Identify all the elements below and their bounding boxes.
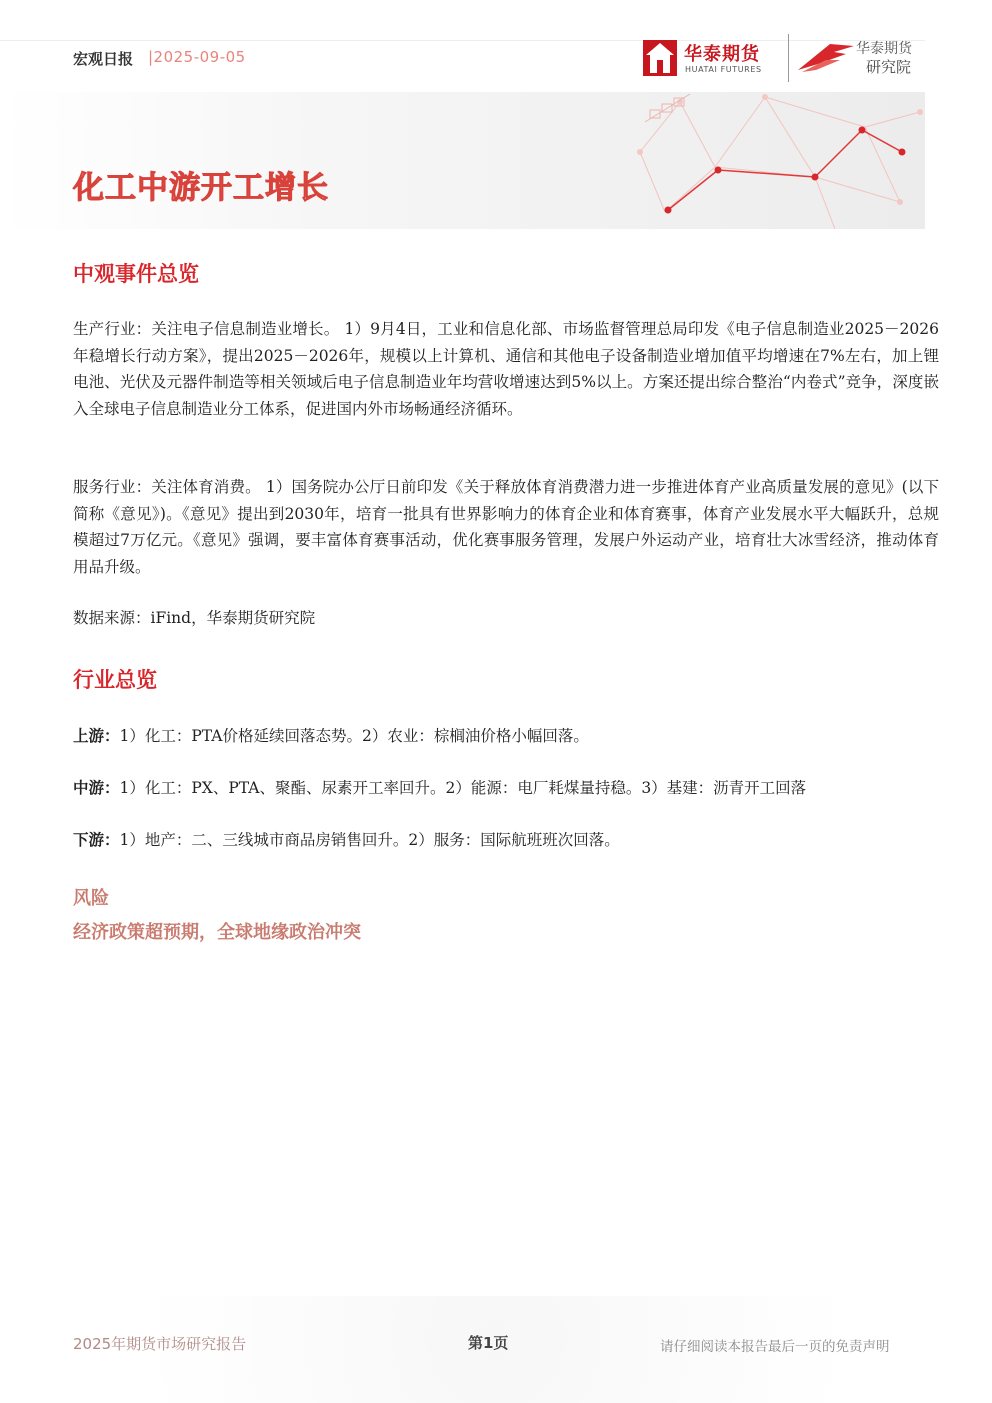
midstream-text: 1）化工：PX、PTA、聚酯、尿素开工率回升。2）能源：电厂耗煤量持稳。3）基建：沥青开工回落 bbox=[119, 779, 807, 797]
report-date: |2025-09-05 bbox=[148, 48, 246, 66]
risk-text: 经济政策超预期，全球地缘政治冲突 bbox=[73, 922, 361, 943]
upstream-line bbox=[73, 724, 589, 746]
risk-heading: 风险 bbox=[73, 888, 109, 909]
downstream-text: 1）地产：二、三线城市商品房销售回升。2）服务：国际航班班次回落。 bbox=[119, 831, 620, 849]
footer-disclaimer: 请仔细阅读本报告最后一页的免责声明 bbox=[660, 1339, 890, 1355]
section-heading-mid-overview: 中观事件总览 bbox=[73, 262, 199, 286]
upstream-label: 上游： bbox=[73, 726, 120, 745]
downstream-line bbox=[73, 828, 620, 850]
midstream-label: 中游： bbox=[73, 778, 120, 797]
paragraph-services: 服务行业：关注体育消费。 1）国务院办公厅日前印发《关于释放体育消费潜力进一步推进体育产业高质量发展的意见》(以下简称《意见》)。《意见》提出到2030年，培育一批具有世界影响力的体育企业和体育赛事，体育产业发展水平大幅跃升，总规模超过7万亿元。《意见》强调，要丰富体育赛事活动，优化赛事服务管理，发展户外运动产业，培育壮大冰雪经济，推动体育用品升级。 bbox=[73, 478, 939, 576]
page-number: 第1页 bbox=[468, 1334, 509, 1352]
footer-report-name: 2025年期货市场研究报告 bbox=[73, 1335, 247, 1353]
data-source: 数据来源：iFind，华泰期货研究院 bbox=[73, 609, 316, 627]
logo-divider bbox=[788, 34, 789, 82]
research-institute-logo bbox=[796, 36, 926, 80]
logo-chinese-name: 华泰期货 bbox=[684, 44, 760, 65]
huatai-futures-logo bbox=[643, 38, 783, 80]
wing-icon bbox=[796, 40, 856, 74]
logo-english-name: HUATAI FUTURES bbox=[685, 65, 762, 74]
section-heading-industry-overview: 行业总览 bbox=[73, 668, 157, 692]
report-type: 宏观日报 bbox=[73, 50, 134, 68]
network-graphic bbox=[620, 92, 925, 229]
institute-name-line1: 华泰期货 bbox=[856, 41, 912, 57]
downstream-label: 下游： bbox=[73, 830, 120, 849]
upstream-text: 1）化工：PTA价格延续回落态势。2）农业：棕榈油价格小幅回落。 bbox=[119, 727, 589, 745]
header-divider bbox=[0, 40, 925, 41]
page-title: 化工中游开工增长 bbox=[73, 170, 329, 206]
midstream-line bbox=[73, 776, 806, 798]
paragraph-production: 生产行业：关注电子信息制造业增长。 1）9月4日，工业和信息化部、市场监督管理总局印发《电子信息制造业2025－2026年稳增长行动方案》，提出2025－2026年，规模以上计算机、通信和其他电子设备制造业增加值平均增速在7%左右，加上锂电池、光伏及元器件制造等相关领域后电子信息制造业年均营收增速达到5%以上。方案还提出综合整治“内卷式”竞争，深度嵌入全球电子信息制造业分工体系，促进国内外市场畅通经济循环。 bbox=[73, 320, 939, 418]
huatai-logo-icon bbox=[643, 40, 677, 76]
institute-name-line2: 研究院 bbox=[866, 58, 912, 76]
